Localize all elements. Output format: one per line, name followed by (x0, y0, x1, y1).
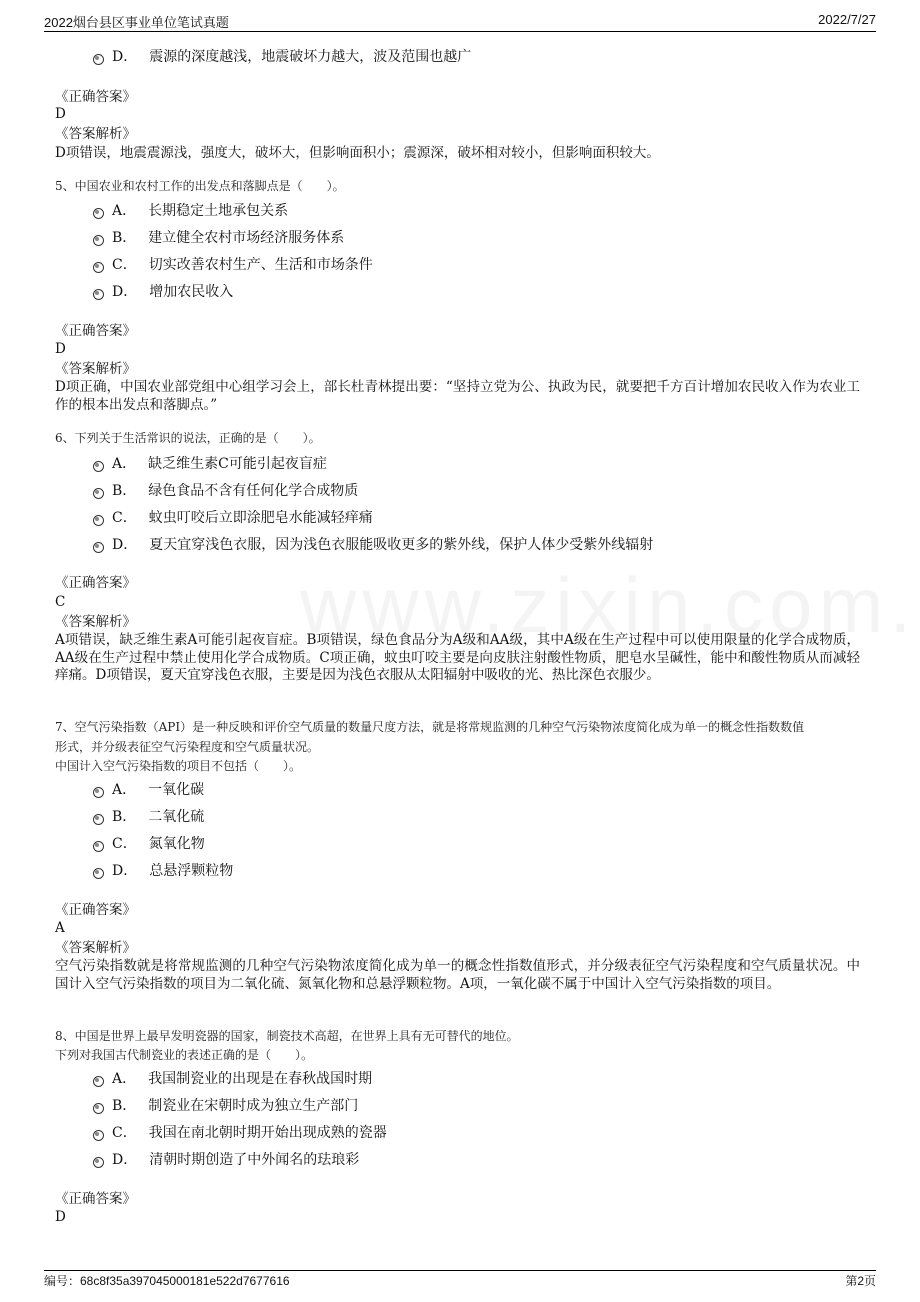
radio-icon[interactable] (93, 841, 104, 852)
analysis-text: D项正确，中国农业部党组中心组学习会上，部长杜青林提出要：“坚持立党为公、执政为民，就要把千方百计增加农民收入作为农业工作的根本出发点和落脚点。” (55, 379, 860, 413)
analysis-text: D项错误，地震震源浅，强度大，破坏大，但影响面积小；震源深，破坏相对较小，但影响面积较大。 (55, 145, 660, 161)
document-code: 编号：68c8f35a397045000181e522d7677616 (44, 1274, 290, 1288)
radio-icon[interactable] (93, 488, 104, 499)
page-number: 第2页 (845, 1274, 876, 1288)
radio-icon[interactable] (93, 289, 104, 300)
radio-icon[interactable] (93, 54, 104, 65)
question-stem-5: 5、中国农业和农村工作的出发点和落脚点是（ ）。 (55, 179, 345, 193)
radio-icon[interactable] (93, 868, 104, 879)
radio-icon[interactable] (93, 1076, 104, 1087)
radio-icon[interactable] (93, 461, 104, 472)
analysis-label: 《答案解析》 (55, 361, 136, 377)
question-stem-8-line-2: 下列对我国古代制瓷业的表述正确的是（ ）。 (55, 1048, 314, 1062)
radio-icon[interactable] (93, 542, 104, 553)
option-6-c[interactable]: C． 蚊虫叮咬后立即涂肥皂水能减轻痒痛 (93, 507, 373, 527)
option-7-b[interactable]: B． 二氧化硫 (93, 806, 204, 826)
analysis-text: 空气污染指数就是将常规监测的几种空气污染物浓度简化成为单一的概念性指数值形式，并分级表征空气污染程度和空气质量状况。中国计入空气污染指数的项目为二氧化硫、氮氧化物和总悬浮颗粒物。A项，一氧化碳不属于中国计入空气污染指数的项目。 (55, 958, 860, 992)
document-title: 2022烟台县区事业单位笔试真题 (44, 15, 229, 30)
option-8-a[interactable]: A． 我国制瓷业的出现是在春秋战国时期 (93, 1068, 372, 1088)
radio-icon[interactable] (93, 1103, 104, 1114)
radio-icon[interactable] (93, 208, 104, 219)
analysis-label: 《答案解析》 (55, 940, 136, 956)
option-6-d[interactable]: D． 夏天宜穿浅色衣服，因为浅色衣服能吸收更多的紫外线，保护人体少受紫外线辐射 (93, 534, 653, 554)
document-date: 2022/7/27 (818, 12, 876, 27)
question-stem-7-line-1: 7、空气污染指数（API）是一种反映和评价空气质量的数量尺度方法，就是将常规监测的几种空气污染物浓度简化成为单一的概念性指数数值 (55, 720, 805, 734)
analysis-text: A项错误，缺乏维生素A可能引起夜盲症。B项错误，绿色食品分为A级和AA级，其中A级在生产过程中可以使用限量的化学合成物质，AA级在生产过程中禁止使用化学合成物质。C项正确，蚊虫叮咬主要是向皮肤注射酸性物质，肥皂水呈碱性，能中和酸性物质从而减轻痒痛。D项错误，夏天宜穿浅色衣服，主要是因为浅色衣服从太阳辐射中吸收的光、热比深色衣服少。 (55, 632, 860, 683)
radio-icon[interactable] (93, 787, 104, 798)
radio-icon[interactable] (93, 814, 104, 825)
answer-value: D (55, 1209, 66, 1225)
answer-label: 《正确答案》 (55, 1191, 136, 1207)
answer-value: A (55, 920, 65, 936)
radio-icon[interactable] (93, 262, 104, 273)
radio-icon[interactable] (93, 1157, 104, 1168)
option-prev-d[interactable]: D． 震源的深度越浅，地震破坏力越大，波及范围也越广 (93, 46, 471, 66)
option-7-a[interactable]: A． 一氧化碳 (93, 779, 204, 799)
answer-label: 《正确答案》 (55, 323, 136, 339)
option-8-c[interactable]: C． 我国在南北朝时期开始出现成熟的瓷器 (93, 1122, 387, 1142)
option-6-b[interactable]: B． 绿色食品不含有任何化学合成物质 (93, 480, 358, 500)
option-5-d[interactable]: D． 增加农民收入 (93, 281, 233, 301)
option-7-d[interactable]: D． 总悬浮颗粒物 (93, 860, 233, 880)
option-5-a[interactable]: A． 长期稳定土地承包关系 (93, 200, 288, 220)
option-6-a[interactable]: A． 缺乏维生素C可能引起夜盲症 (93, 453, 327, 473)
answer-value: D (55, 341, 66, 357)
answer-label: 《正确答案》 (55, 575, 136, 591)
analysis-label: 《答案解析》 (55, 614, 136, 630)
analysis-label: 《答案解析》 (55, 126, 136, 142)
footer-divider (44, 1270, 876, 1271)
radio-icon[interactable] (93, 515, 104, 526)
option-5-c[interactable]: C． 切实改善农村生产、生活和市场条件 (93, 254, 373, 274)
page-footer (44, 1272, 876, 1290)
answer-value: C (55, 594, 66, 610)
answer-label: 《正确答案》 (55, 89, 136, 105)
radio-icon[interactable] (93, 1130, 104, 1141)
question-stem-8-line-1: 8、中国是世界上最早发明瓷器的国家，制瓷技术高超，在世界上具有无可替代的地位。 (55, 1029, 519, 1043)
question-stem-7-line-3: 中国计入空气污染指数的项目不包括（ ）。 (55, 759, 302, 773)
option-5-b[interactable]: B． 建立健全农村市场经济服务体系 (93, 227, 344, 247)
radio-icon[interactable] (93, 235, 104, 246)
option-7-c[interactable]: C． 氮氧化物 (93, 833, 205, 853)
question-stem-6: 6、下列关于生活常识的说法，正确的是（ ）。 (55, 431, 321, 445)
option-8-b[interactable]: B． 制瓷业在宋朝时成为独立生产部门 (93, 1095, 358, 1115)
question-stem-7-line-2: 形式，并分级表征空气污染程度和空气质量状况。 (55, 740, 320, 754)
answer-value: D (55, 106, 66, 122)
option-8-d[interactable]: D． 清朝时期创造了中外闻名的珐琅彩 (93, 1149, 359, 1169)
answer-label: 《正确答案》 (55, 902, 136, 918)
